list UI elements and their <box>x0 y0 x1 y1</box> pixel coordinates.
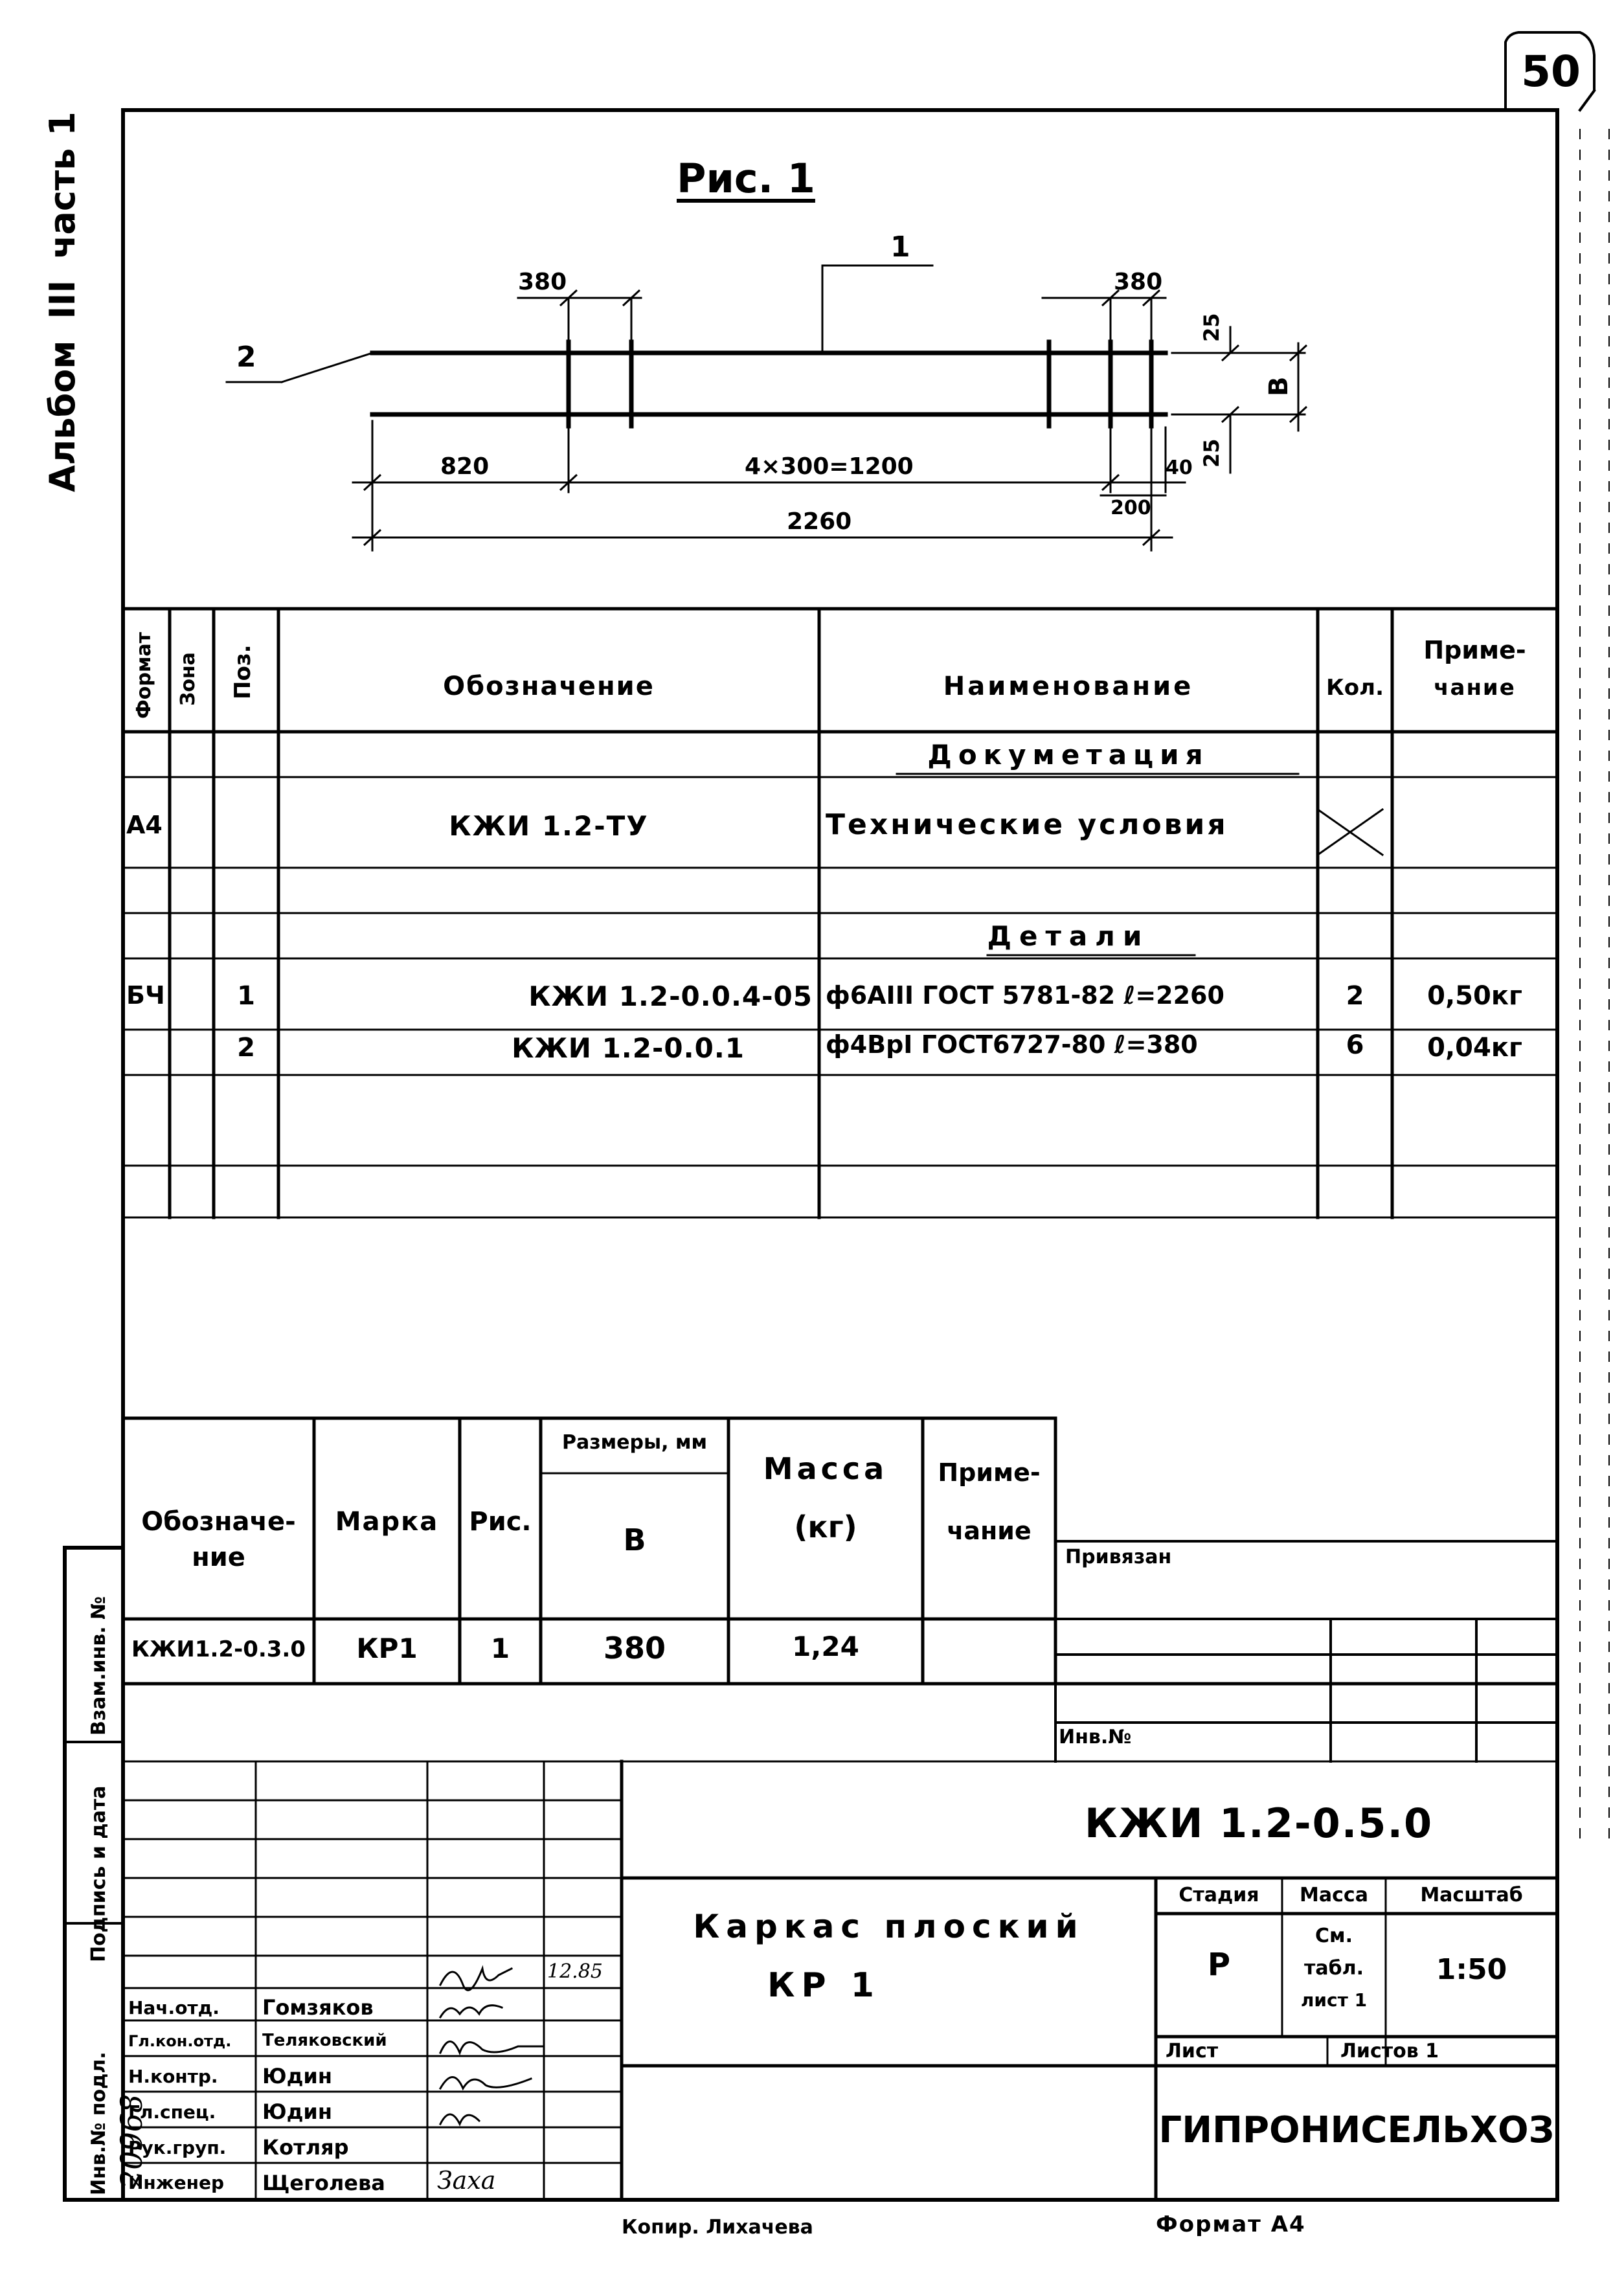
spec-row-pos: 2 <box>237 1033 255 1063</box>
podpis-data-label: Подпись и дата <box>87 1785 110 1962</box>
inv-podl-label: Инв.№ подл. <box>87 2052 110 2195</box>
table2-header-mark: Марка <box>335 1507 439 1537</box>
spec-row-designation: КЖИ 1.2-ТУ <box>449 810 649 842</box>
album-label <box>42 111 83 492</box>
stage-header: Стадия <box>1179 1884 1259 1906</box>
dim-820: 820 <box>440 453 490 480</box>
spec-header-note-1: Приме- <box>1423 636 1526 664</box>
spec-header-name: Наименование <box>943 672 1194 701</box>
table2-header-designation-2: ние <box>192 1543 245 1572</box>
table2-header-mass-1: Масса <box>763 1451 888 1486</box>
page-number: 50 <box>1521 47 1581 96</box>
table2-row-fig: 1 <box>490 1633 510 1664</box>
inv-podl-value: 20968 <box>114 2094 149 2189</box>
sheet-label: Лист <box>1166 2040 1219 2063</box>
person-name: Котляр <box>262 2135 349 2160</box>
privyazan-label: Привязан <box>1065 1546 1172 1568</box>
spec-row-designation: КЖИ 1.2-0.0.1 <box>512 1032 745 1064</box>
table2-header-mass-2: (кг) <box>794 1509 857 1544</box>
role-label: Гл.спец. <box>128 2101 216 2123</box>
person-name: Юдин <box>262 2099 332 2124</box>
organization-name: ГИПРОНИСЕЛЬХОЗ <box>1158 2109 1555 2151</box>
person-name: Щеголева <box>262 2171 385 2195</box>
role-label: Гл.кон.отд. <box>128 2032 232 2050</box>
spec-section-parts: Детали <box>987 920 1150 952</box>
figure-position-2: 2 <box>236 341 256 374</box>
spec-row-note: 0,04кг <box>1427 1033 1522 1063</box>
copied-by: Копир. Лихачева <box>622 2216 813 2239</box>
album-part: часть 1 <box>42 111 83 259</box>
spec-header-qty: Кол. <box>1326 675 1384 701</box>
spec-header-designation: Обозначение <box>443 672 655 701</box>
mass-header: Масса <box>1300 1884 1368 1906</box>
mass-value-2: табл. <box>1304 1957 1364 1980</box>
drawing-name-line-2: КР 1 <box>767 1966 881 2005</box>
scale-header: Масштаб <box>1420 1884 1523 1906</box>
date-value: 12.85 <box>547 1960 603 1983</box>
spec-header-pos: Поз. <box>230 644 256 699</box>
table2-header-b: В <box>623 1522 646 1557</box>
scale-value: 1:50 <box>1436 1953 1507 1986</box>
mass-value-3: лист 1 <box>1300 1989 1368 2011</box>
person-name: Гомзяков <box>262 1995 374 2020</box>
table2-row-b: 380 <box>603 1631 666 1666</box>
table2-header-fig: Рис. <box>469 1507 532 1537</box>
figure-title: Рис. 1 <box>677 155 815 202</box>
spec-row-name: ф4ВрI ГОСТ6727-80 ℓ=380 <box>826 1030 1198 1059</box>
role-label: Н.контр. <box>128 2066 218 2087</box>
album-word: Альбом <box>42 340 83 492</box>
table2-row-designation: КЖИ1.2-0.3.0 <box>131 1636 306 1662</box>
spec-header-note-2: чание <box>1434 675 1516 701</box>
spec-header-format: Формат <box>133 632 155 719</box>
table2-row-mass: 1,24 <box>792 1631 859 1662</box>
spec-section-docs: Докуметация <box>927 739 1210 771</box>
dim-2260: 2260 <box>787 508 852 535</box>
dim-b: В <box>1264 376 1294 396</box>
person-name: Юдин <box>262 2064 332 2088</box>
document-code: КЖИ 1.2-0.5.0 <box>1085 1800 1434 1847</box>
stage-value: Р <box>1207 1947 1231 1983</box>
inv-number-label: Инв.№ <box>1059 1726 1132 1748</box>
person-name: Теляковский <box>262 2031 387 2050</box>
dim-25-bottom: 25 <box>1199 438 1224 468</box>
role-label: Рук.груп. <box>128 2137 227 2158</box>
mass-value-1: См. <box>1315 1925 1353 1947</box>
signature-last: Заха <box>437 2166 496 2195</box>
spec-row-designation: КЖИ 1.2-0.0.4-05 <box>528 980 813 1012</box>
figure-position-1: 1 <box>890 231 910 264</box>
dim-4x300: 4×300=1200 <box>745 453 914 480</box>
dim-200: 200 <box>1111 497 1151 519</box>
role-label: Инженер <box>128 2172 225 2193</box>
role-label: Нач.отд. <box>128 1997 220 2018</box>
spec-row-pos: 1 <box>237 981 255 1011</box>
table2-header-designation-1: Обозначе- <box>141 1507 296 1537</box>
table2-row-mark: КР1 <box>356 1633 418 1664</box>
spec-row-format: А4 <box>126 811 163 839</box>
table2-header-note-1: Приме- <box>938 1458 1041 1487</box>
spec-row-name: ф6АIII ГОСТ 5781-82 ℓ=2260 <box>826 981 1224 1010</box>
dim-25-top: 25 <box>1199 313 1224 342</box>
paper-format: Формат А4 <box>1156 2211 1306 2237</box>
spec-row-name: Технические условия <box>826 808 1228 841</box>
drawing-name-line-1: Каркас плоский <box>693 1908 1085 1945</box>
sheets-label: Листов 1 <box>1340 2040 1439 2063</box>
dim-380-left: 380 <box>518 269 567 295</box>
table2-header-note-2: чание <box>947 1517 1032 1545</box>
spec-row-note: 0,50кг <box>1427 981 1522 1011</box>
album-number: III <box>42 280 83 319</box>
dim-380-right: 380 <box>1114 269 1163 295</box>
vzam-inv-label: Взам.инв. № <box>87 1596 110 1736</box>
spec-header-zone: Зона <box>177 652 199 706</box>
spec-row-format: БЧ <box>126 981 165 1010</box>
spec-row-qty: 6 <box>1346 1030 1364 1060</box>
table2-header-sizes: Размеры, мм <box>561 1431 708 1454</box>
spec-row-qty: 2 <box>1346 981 1364 1011</box>
dim-40: 40 <box>1166 457 1193 479</box>
